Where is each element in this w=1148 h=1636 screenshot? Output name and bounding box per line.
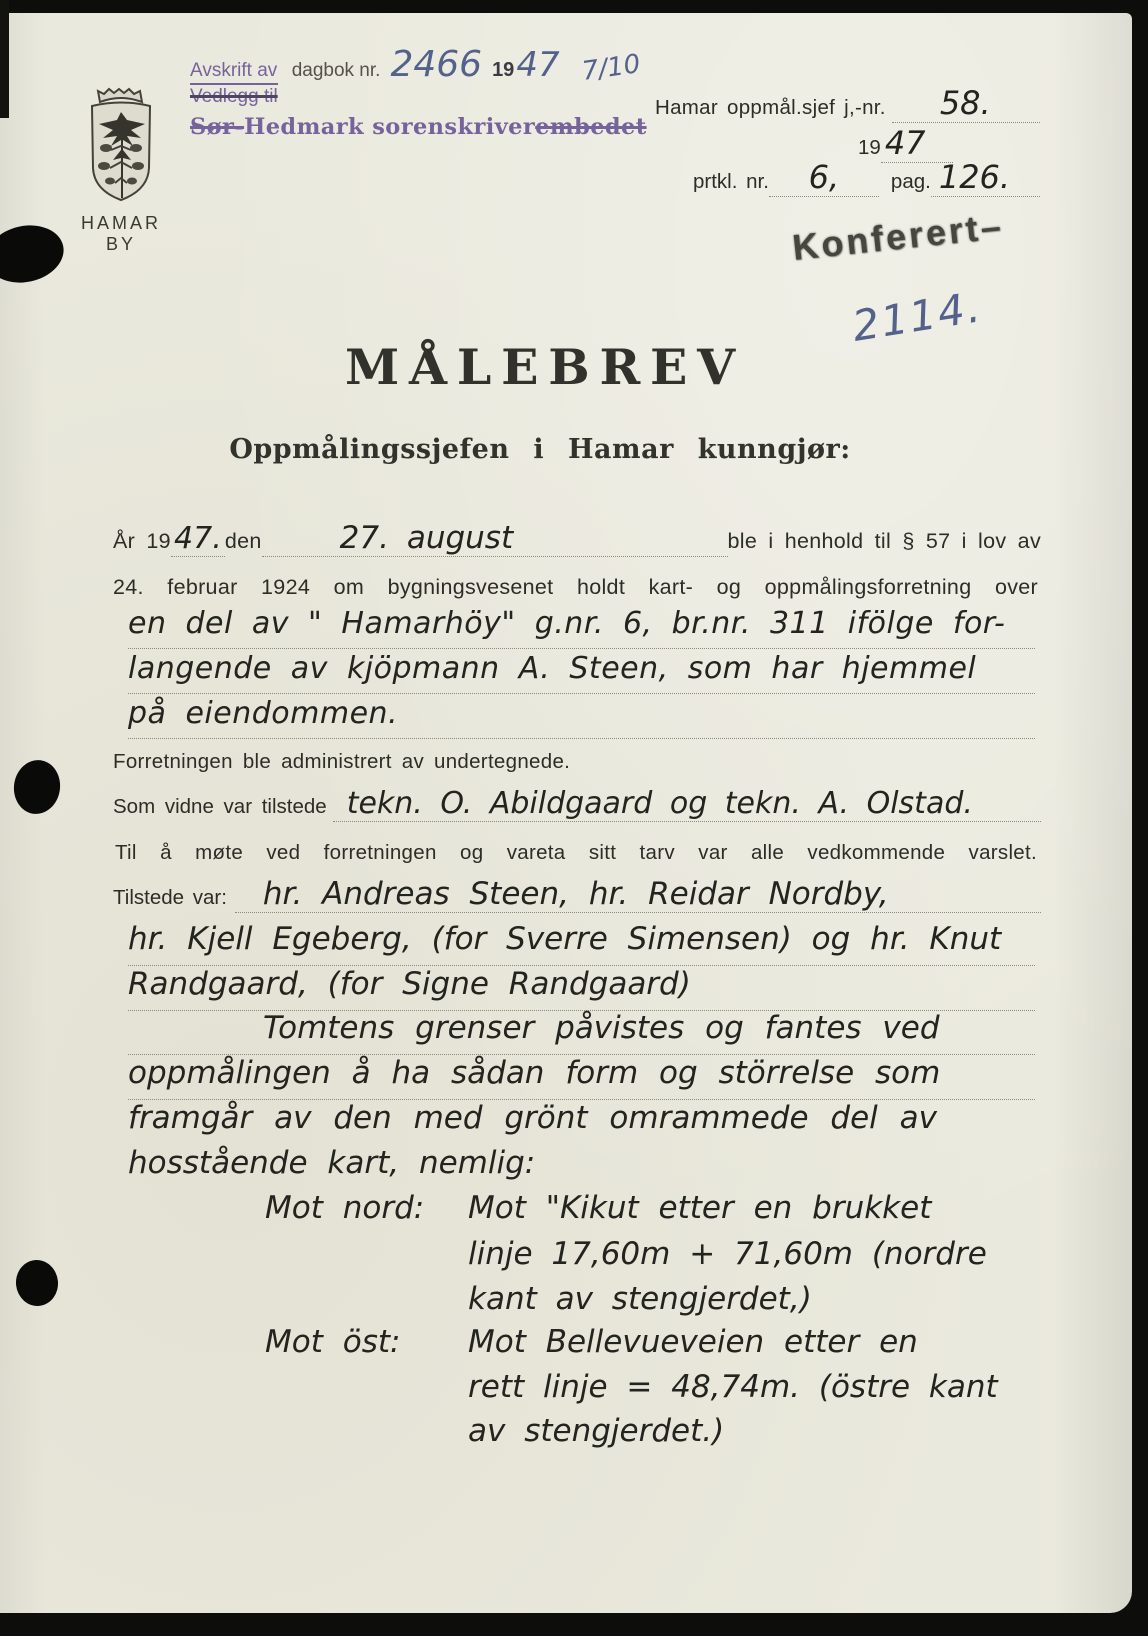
stamp-option-kept: Avskrift av bbox=[190, 60, 278, 85]
stamp-option-struck: Vedlegg til bbox=[190, 86, 278, 107]
hamar-coat-of-arms bbox=[66, 86, 176, 255]
form-year-hand: 47. bbox=[174, 521, 222, 556]
north-line1-hand: Mot "Kikut etter en brukket bbox=[468, 1190, 932, 1226]
law-line2: 24. februar 1924 om bygningsvesenet holdt kart- og oppmålingsforretning over bbox=[113, 575, 1038, 599]
case-number-hand: 2114. bbox=[848, 282, 986, 351]
year-value-hand: 47 bbox=[884, 124, 926, 162]
east-line3-hand: av stengjerdet.) bbox=[468, 1413, 725, 1449]
year-printed: 19 bbox=[858, 136, 881, 159]
konferert-stamp: Konferert– bbox=[790, 205, 1006, 268]
administered-line: Forretningen ble administrert av undertegnede. bbox=[113, 750, 571, 773]
stamp-dagbok-label: dagbok nr. bbox=[291, 60, 381, 81]
crest-caption: HAMAR BY bbox=[80, 213, 161, 254]
office-main: Hedmark sorenskriver bbox=[244, 114, 536, 140]
property-line2-hand: langende av kjöpmann A. Steen, som har hjemmel bbox=[128, 651, 1035, 694]
stamp-office-line bbox=[190, 114, 647, 140]
desc-line3-hand: framgår av den med grönt omrammede del av bbox=[128, 1100, 937, 1136]
jnr-label: Hamar oppmål.sjef j,-nr. bbox=[655, 96, 886, 119]
witness-value-hand: tekn. O. Abildgaard og tekn. A. Olstad. bbox=[346, 786, 973, 821]
office-struck-suffix: embedet bbox=[535, 114, 647, 140]
law-text: ble i henhold til § 57 i lov av bbox=[727, 529, 1041, 553]
year-prefix-label: År 19 bbox=[113, 529, 171, 553]
property-line3-hand: på eiendommen. bbox=[128, 696, 1035, 739]
desc-line1-hand: Tomtens grenser påvistes og fantes ved bbox=[128, 1010, 1035, 1055]
pag-value-hand: 126. bbox=[938, 158, 1011, 196]
present-line bbox=[113, 876, 1041, 913]
stamp-year-hand: 47 bbox=[516, 45, 560, 85]
stamp-date-hand: 7/10 bbox=[579, 49, 642, 87]
coat-of-arms-icon bbox=[78, 86, 164, 206]
present-label: Tilstede var: bbox=[113, 886, 227, 909]
jnr-value-hand: 58. bbox=[939, 84, 991, 122]
registrar-stamp bbox=[190, 44, 647, 140]
dagbok-number-hand: 2466 bbox=[390, 44, 483, 85]
witness-line bbox=[113, 786, 1041, 822]
present-line2-hand: hr. Kjell Egeberg, (for Sverre Simensen) og hr. Knut bbox=[128, 921, 1035, 966]
witness-label: Som vidne var tilstede bbox=[113, 795, 327, 818]
east-label-hand: Mot öst: bbox=[265, 1324, 401, 1360]
pag-label: pag. bbox=[890, 170, 931, 193]
present-line3-hand: Randgaard, (for Signe Randgaard) bbox=[128, 966, 1035, 1011]
prtkl-value-hand: 6, bbox=[808, 158, 840, 196]
east-line2-hand: rett linje = 48,74m. (östre kant bbox=[468, 1369, 998, 1405]
form-date-hand: 27. august bbox=[339, 520, 514, 556]
date-law-line bbox=[113, 520, 1041, 557]
page-title: MÅLEBREV bbox=[345, 338, 745, 396]
property-line1-hand: en del av " Hamarhöy" g.nr. 6, br.nr. 311 ifölge for- bbox=[128, 606, 1035, 649]
scan-edge-shadow bbox=[0, 0, 9, 118]
stamp-year-prefix: 19 bbox=[492, 59, 515, 81]
north-line3-hand: kant av stengjerdet,) bbox=[468, 1281, 812, 1317]
east-line1-hand: Mot Bellevueveien etter en bbox=[468, 1324, 918, 1360]
notice-line: Til å møte ved forretningen og vareta sitt tarv var alle vedkommende varslet. bbox=[115, 841, 1037, 864]
journal-number-row bbox=[655, 84, 1040, 123]
north-label-hand: Mot nord: bbox=[265, 1190, 425, 1226]
den-label: den bbox=[224, 529, 262, 553]
present-value-hand: hr. Andreas Steen, hr. Reidar Nordby, bbox=[262, 876, 889, 912]
desc-line4-hand: hosstående kart, nemlig: bbox=[128, 1145, 536, 1181]
prtkl-label: prtkl. nr. bbox=[693, 170, 769, 193]
desc-line2-hand: oppmålingen å ha sådan form og störrelse som bbox=[128, 1055, 1035, 1100]
page-subtitle: Oppmålingssjefen i Hamar kunngjør: bbox=[229, 434, 851, 465]
journal-protocol-row bbox=[693, 158, 1040, 197]
north-line2-hand: linje 17,60m + 71,60m (nordre bbox=[468, 1236, 987, 1272]
office-struck-prefix: Sør- bbox=[190, 114, 245, 140]
